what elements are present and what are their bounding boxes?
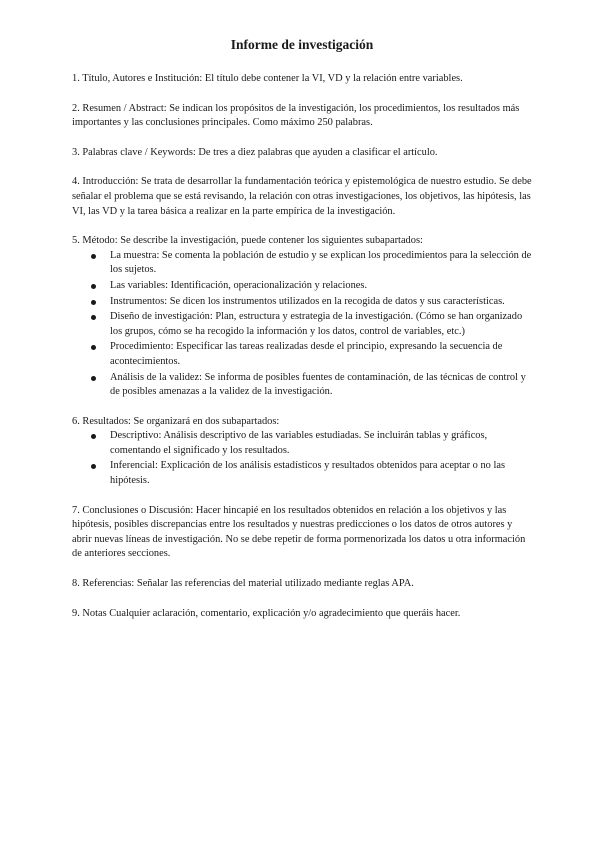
results-list [72,429,532,488]
method-item-variables: Las variables: Identificación, operacionalización y relaciones. [110,279,368,291]
section-abstract: 2. Resumen / Abstract: Se indican los propósitos de la investigación, los procedimientos, los resultados más importantes y las conclusiones principales. Como máximo 250 palabras. [72,102,520,129]
bullet-icon [91,300,96,305]
document-page [72,36,532,636]
section-keywords: 3. Palabras clave / Keywords: De tres a diez palabras que ayuden a clasificar el artículo. [72,146,438,158]
bullet-icon [91,315,96,320]
section-introduction: 4. Introducción: Se trata de desarrollar la fundamentación teórica y epistemológica de nuestro estudio. Se debe señalar el problema que se está revisando, la relación con otras investigaciones, los objetivos, las hipótesis, las VI, las VD y la tarea básica a realizar en la parte empírica de la investigación. [72,176,532,217]
method-item-instruments: Instrumentos: Se dicen los instrumentos utilizados en la recogida de datos y sus características. [110,295,505,307]
method-item-procedure: Procedimiento: Especificar las tareas realizadas desde el principio, expresando la secuencia de acontecimientos. [110,341,503,367]
list-item [110,371,532,400]
section-method-intro: 5. Método: Se describe la investigación, puede contener los siguientes subapartados: [72,235,423,247]
list-item [110,429,532,458]
bullet-icon [91,345,96,350]
list-item [110,295,532,310]
list-item [110,249,532,278]
results-item-inferential: Inferencial: Explicación de los análisis estadísticos y resultados obtenidos para aceptar o no las hipótesis. [110,460,506,487]
section-conclusions: 7. Conclusiones o Discusión: Hacer hincapié en los resultados obtenidos en relación a los objetivos y las hipótesis, posibles discrepancias entre los resultados y nuestras predicciones o los datos de otros autores y abrir nuevas líneas de investigación. No se debe repetir de forma pormenorizada los datos u otra información de anteriores secciones. [72,504,526,560]
list-item [110,340,532,369]
method-item-sample: La muestra: Se comenta la población de estudio y se explican los procedimientos para la selección de los sujetos. [110,249,532,276]
section-notes: 9. Notas Cualquier aclaración, comentario, explicación y/o agradecimiento que queráis hacer. [72,607,461,619]
method-list [72,249,532,400]
bullet-icon [91,464,96,469]
bullet-icon [91,284,96,289]
bullet-icon [91,434,96,439]
method-item-validity: Análisis de la validez: Se informa de posibles fuentes de contaminación, de las técnicas de control y de posibles amenazas a la validez de la investigación. [110,371,526,398]
document-title: Informe de investigación [230,37,374,52]
method-item-design: Diseño de investigación: Plan, estructura y estrategia de la investigación. (Cómo se han organizado los grupos, cómo se ha recogido la información y los datos, control de variables, etc.) [110,311,523,337]
bullet-icon [91,254,96,259]
list-item [110,310,532,339]
bullet-icon [91,376,96,381]
results-item-descriptive: Descriptivo: Análisis descriptivo de las variables estudiadas. Se incluirán tablas y gráficos, comentando el significado y los resultados. [110,430,488,456]
section-title-authors: 1. Título, Autores e Institución: El título debe contener la VI, VD y la relación entre variables. [72,73,463,84]
section-references: 8. Referencias: Señalar las referencias del material utilizado mediante reglas APA. [72,578,414,590]
list-item [110,459,532,488]
list-item [110,279,532,294]
section-results-intro: 6. Resultados: Se organizará en dos subapartados: [72,415,280,427]
